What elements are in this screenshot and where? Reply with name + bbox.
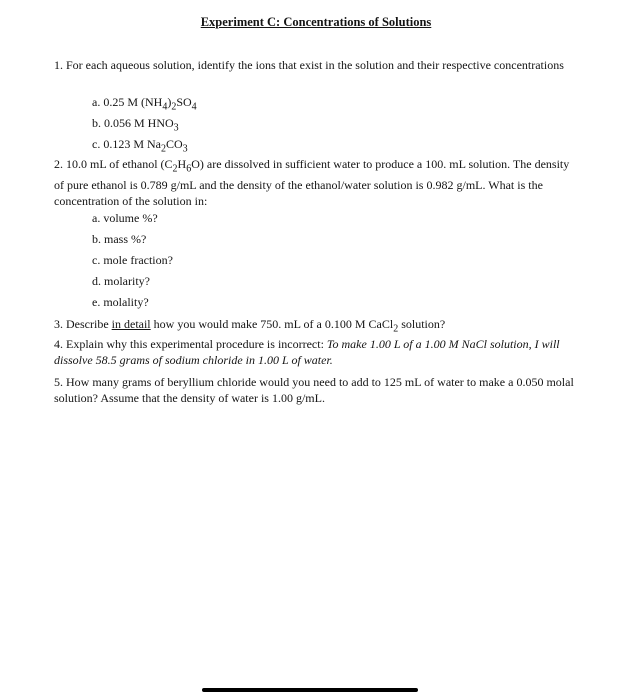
q1-item-a: a. 0.25 M $(NH_4)_2SO_4$: [92, 95, 197, 113]
question-1: 1. For each aqueous solution, identify the ions that exist in the solution and their respective concentrations: [54, 58, 564, 72]
q2-item-b: b. mass %?: [92, 232, 147, 246]
q1-item-c: c. 0.123 M $Na_2CO_3$: [92, 137, 188, 155]
page-title: Experiment C: Concentrations of Solutions: [200, 15, 432, 29]
q2-item-e: e. molality?: [92, 295, 149, 309]
home-indicator-bar[interactable]: [202, 688, 418, 692]
question-5: 5. How many grams of beryllium chloride would you need to add to 125 mL of water to make a 0.050 molal solution? Assume that the density of water is 1.00 g/mL.: [54, 375, 574, 405]
question-3: 3. Describe in detail how you would make 750. mL of a 0.100 M CaCl$_2$ solution?: [54, 317, 446, 335]
q1-item-b: b. 0.056 M $HNO_3$: [92, 116, 179, 134]
q2-item-a: a. volume %?: [92, 211, 158, 225]
question-2: 2. 10.0 mL of ethanol $(C_2H_6O)$ are dissolved in sufficient water to produce a 100. mL solution. The density of pure ethanol is 0.789 g/mL and the density of the ethanol/water solution is 0.982 g/mL. What is the concentration of the solution in:: [54, 157, 570, 209]
q2-item-d: d. molarity?: [92, 274, 150, 288]
q2-item-c: c. mole fraction?: [92, 253, 173, 267]
question-4: 4. Explain why this experimental procedure is incorrect: To make 1.00 L of a 1.00 M NaCl solution, I will dissolve 58.5 grams of sodium chloride in 1.00 L of water.: [54, 337, 560, 367]
